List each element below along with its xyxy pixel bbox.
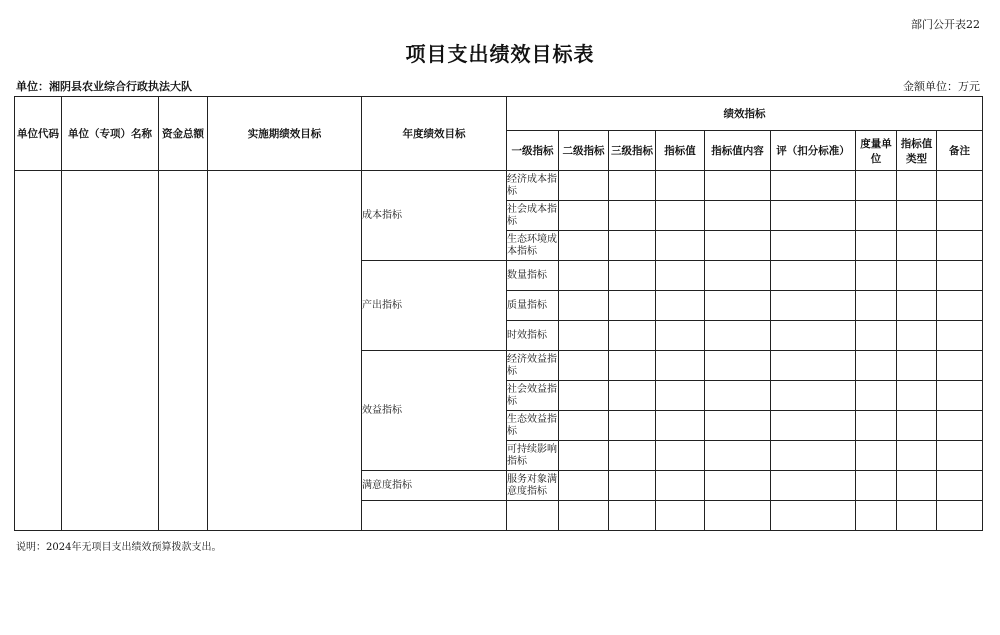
empty-cell [656, 381, 705, 411]
empty-cell [609, 471, 656, 501]
level1-indicator-cell: 社会效益指标 [507, 381, 559, 411]
unit-label: 单位：湘阴县农业综合行政执法大队 [16, 80, 192, 93]
empty-cell [897, 291, 937, 321]
empty-cell [937, 231, 983, 261]
empty-cell [897, 381, 937, 411]
unit-name-cell [62, 171, 159, 531]
empty-cell [705, 261, 771, 291]
header-level3: 三级指标 [609, 131, 656, 171]
empty-cell [856, 231, 897, 261]
empty-cell [771, 231, 856, 261]
empty-cell [705, 351, 771, 381]
empty-cell [705, 201, 771, 231]
empty-cell [559, 471, 609, 501]
empty-cell [771, 411, 856, 441]
empty-cell [609, 381, 656, 411]
empty-cell [656, 261, 705, 291]
empty-cell [609, 201, 656, 231]
empty-cell [771, 291, 856, 321]
empty-cell [856, 171, 897, 201]
empty-cell [656, 441, 705, 471]
empty-cell [937, 501, 983, 531]
header-value-type: 指标值类型 [897, 131, 937, 171]
empty-cell [705, 291, 771, 321]
empty-cell [559, 321, 609, 351]
header-level2: 二级指标 [559, 131, 609, 171]
level1-indicator-cell: 质量指标 [507, 291, 559, 321]
empty-cell [856, 441, 897, 471]
header-unit-name: 单位（专项）名称 [62, 97, 159, 171]
empty-cell [656, 321, 705, 351]
empty-cell [937, 411, 983, 441]
header-indicator-value: 指标值 [656, 131, 705, 171]
empty-cell [705, 321, 771, 351]
empty-cell [937, 351, 983, 381]
empty-cell [559, 201, 609, 231]
empty-cell [771, 201, 856, 231]
empty-cell [507, 501, 559, 531]
empty-cell [609, 171, 656, 201]
performance-target-table [14, 96, 983, 531]
empty-cell [656, 171, 705, 201]
header-measure-unit: 度量单位 [856, 131, 897, 171]
total-funds-cell [159, 171, 208, 531]
period-goal-cell [208, 171, 362, 531]
empty-cell [656, 201, 705, 231]
empty-cell [897, 201, 937, 231]
empty-cell [937, 381, 983, 411]
empty-cell [856, 201, 897, 231]
annual-goal-group-cell: 效益指标 [362, 351, 507, 471]
unit-code-cell [15, 171, 62, 531]
empty-cell [705, 471, 771, 501]
empty-cell [771, 351, 856, 381]
empty-cell [609, 321, 656, 351]
level1-indicator-cell: 经济成本指标 [507, 171, 559, 201]
empty-cell [937, 441, 983, 471]
empty-cell [897, 171, 937, 201]
empty-cell [656, 351, 705, 381]
empty-cell [897, 441, 937, 471]
empty-cell [856, 501, 897, 531]
table-row [15, 171, 983, 201]
header-scoring: 评（扣分标准） [771, 131, 856, 171]
header-annual-goal: 年度绩效目标 [362, 97, 507, 171]
empty-cell [559, 381, 609, 411]
empty-cell [609, 231, 656, 261]
empty-cell [559, 291, 609, 321]
empty-cell [559, 441, 609, 471]
empty-cell [559, 231, 609, 261]
header-total-funds: 资金总额 [159, 97, 208, 171]
empty-cell [705, 411, 771, 441]
empty-cell [856, 471, 897, 501]
empty-cell [771, 261, 856, 291]
page-title: 项目支出绩效目标表 [405, 42, 595, 66]
level1-indicator-cell: 时效指标 [507, 321, 559, 351]
empty-cell [937, 261, 983, 291]
empty-cell [771, 471, 856, 501]
empty-cell [856, 261, 897, 291]
empty-cell [856, 351, 897, 381]
empty-cell [609, 351, 656, 381]
empty-cell [559, 411, 609, 441]
empty-cell [656, 231, 705, 261]
empty-cell [937, 471, 983, 501]
empty-cell [705, 171, 771, 201]
header-level1: 一级指标 [507, 131, 559, 171]
empty-cell [897, 411, 937, 441]
empty-cell [559, 501, 609, 531]
empty-cell [656, 411, 705, 441]
empty-cell [656, 471, 705, 501]
level1-indicator-cell: 数量指标 [507, 261, 559, 291]
header-unit-code: 单位代码 [15, 97, 62, 171]
empty-cell [937, 291, 983, 321]
header-value-content: 指标值内容 [705, 131, 771, 171]
level1-indicator-cell: 经济效益指标 [507, 351, 559, 381]
header-performance-indicators: 绩效指标 [507, 97, 983, 131]
empty-cell [705, 501, 771, 531]
empty-cell [705, 231, 771, 261]
annual-goal-group-cell: 成本指标 [362, 171, 507, 261]
empty-cell [771, 171, 856, 201]
footnote: 说明：2024年无项目支出绩效预算拨款支出。 [16, 542, 222, 553]
level1-indicator-cell: 社会成本指标 [507, 201, 559, 231]
empty-cell [856, 291, 897, 321]
empty-cell [656, 501, 705, 531]
empty-cell [609, 411, 656, 441]
header-remarks: 备注 [937, 131, 983, 171]
level1-indicator-cell: 生态环境成本指标 [507, 231, 559, 261]
annual-goal-group-cell: 产出指标 [362, 261, 507, 351]
empty-cell [705, 381, 771, 411]
empty-cell [771, 501, 856, 531]
empty-cell [897, 501, 937, 531]
empty-cell [609, 441, 656, 471]
level1-indicator-cell: 可持续影响指标 [507, 441, 559, 471]
level1-indicator-cell: 生态效益指标 [507, 411, 559, 441]
empty-cell [937, 201, 983, 231]
amount-unit-label: 金额单位：万元 [903, 80, 980, 93]
document-code: 部门公开表22 [911, 18, 980, 31]
empty-cell [937, 321, 983, 351]
empty-cell [705, 441, 771, 471]
empty-cell [771, 321, 856, 351]
level1-indicator-cell: 服务对象满意度指标 [507, 471, 559, 501]
empty-cell [897, 471, 937, 501]
empty-cell [856, 411, 897, 441]
empty-cell [559, 171, 609, 201]
annual-goal-group-cell: 满意度指标 [362, 471, 507, 501]
empty-cell [559, 351, 609, 381]
empty-cell [609, 261, 656, 291]
empty-cell [609, 501, 656, 531]
empty-cell [937, 171, 983, 201]
empty-cell [771, 381, 856, 411]
empty-cell [656, 291, 705, 321]
empty-cell [609, 291, 656, 321]
empty-cell [897, 231, 937, 261]
empty-cell [897, 261, 937, 291]
empty-cell [559, 261, 609, 291]
empty-cell [897, 351, 937, 381]
empty-cell [856, 321, 897, 351]
header-period-goal: 实施期绩效目标 [208, 97, 362, 171]
empty-cell [897, 321, 937, 351]
empty-cell [362, 501, 507, 531]
empty-cell [771, 441, 856, 471]
empty-cell [856, 381, 897, 411]
